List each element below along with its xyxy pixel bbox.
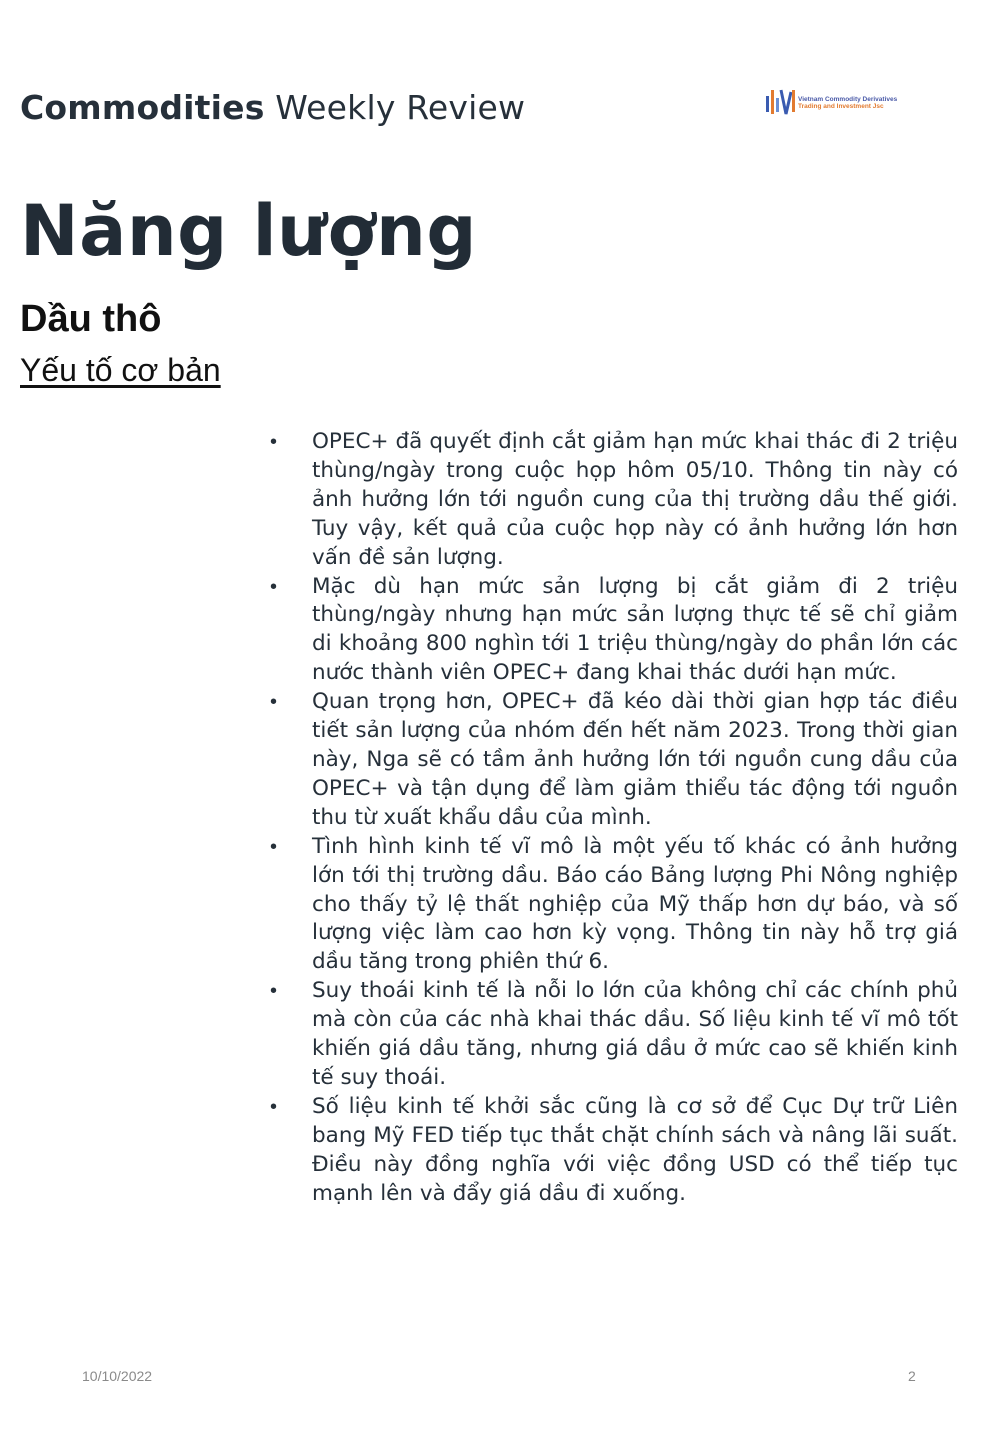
- bullet-item: [270, 428, 958, 573]
- bullet-item: [270, 977, 958, 1093]
- bullet-item: [270, 1093, 958, 1209]
- commodity-title: Dầu thô: [20, 298, 162, 340]
- bullet-item: [270, 688, 958, 833]
- report-title-bold: Commodities: [20, 88, 265, 127]
- logo-line-2: Trading and Investment Jsc: [798, 103, 884, 110]
- bullet-dot-icon: •: [270, 835, 278, 858]
- report-title: [20, 88, 525, 127]
- page-number: 2: [908, 1368, 916, 1384]
- bullet-text: Số liệu kinh tế khởi sắc cũng là cơ sở để Cục Dự trữ Liên bang Mỹ FED tiếp tục thắt chặt chính sách và nâng lãi suất. Điều này đồng nghĩa với việc đồng USD có thể tiếp tục mạnh lên và đẩy giá dầu đi xuống.: [312, 1093, 958, 1206]
- bullet-dot-icon: •: [270, 431, 278, 453]
- bullet-text: OPEC+ đã quyết định cắt giảm hạn mức khai thác đi 2 triệu thùng/ngày trong cuộc họp hôm 05/10. Thông tin này có ảnh hưởng lớn tới nguồn cung của thị trường dầu thế giới. Tuy vậy, kết quả của cuộc họp này có ảnh hưởng lớn hơn vấn đề sản lượng.: [312, 429, 958, 570]
- bullet-text: Suy thoái kinh tế là nỗi lo lớn của không chỉ các chính phủ mà còn của các nhà khai thác dầu. Số liệu kinh tế vĩ mô tốt khiến giá dầu tăng, nhưng giá dầu ở mức cao sẽ khiến kinh tế suy thoái.: [312, 978, 958, 1090]
- logo-mark-icon: [764, 86, 798, 120]
- section-title: Năng lượng: [20, 190, 477, 272]
- company-logo: [764, 86, 924, 122]
- bullet-item: [270, 833, 958, 978]
- bullet-list: [270, 428, 958, 1208]
- bullet-dot-icon: •: [270, 691, 278, 714]
- bullet-dot-icon: •: [270, 1095, 278, 1118]
- footer-date: 10/10/2022: [82, 1368, 153, 1384]
- bullet-text: Tình hình kinh tế vĩ mô là một yếu tố khác có ảnh hưởng lớn tới thị trường dầu. Báo cáo Bảng lượng Phi Nông nghiệp cho thấy tỷ lệ thất nghiệp của Mỹ thấp hơn dự báo, và số lượng việc làm cao hơn kỳ vọng. Thông tin này hỗ trợ giá dầu tăng trong phiên thứ 6.: [312, 833, 958, 975]
- bullet-item: [270, 573, 958, 689]
- bullet-dot-icon: •: [270, 980, 278, 1003]
- fundamentals-heading: Yếu tố cơ bản: [20, 352, 221, 388]
- bullet-text: Mặc dù hạn mức sản lượng bị cắt giảm đi 2 triệu thùng/ngày nhưng hạn mức sản lượng thực tế sẽ chỉ giảm di khoảng 800 nghìn tới 1 triệu thùng/ngày do phần lớn các nước thành viên OPEC+ đang khai thác dưới hạn mức.: [312, 573, 958, 686]
- bullet-text: Quan trọng hơn, OPEC+ đã kéo dài thời gian hợp tác điều tiết sản lượng của nhóm đến hết năm 2023. Trong thời gian này, Nga sẽ có tầm ảnh hưởng lớn tới nguồn cung dầu của OPEC+ và tận dụng để làm giảm thiểu tác động tới nguồn thu từ xuất khẩu dầu của mình.: [312, 689, 958, 830]
- bullet-dot-icon: •: [270, 575, 278, 598]
- logo-text: [798, 96, 897, 110]
- report-title-rest: Weekly Review: [264, 88, 526, 127]
- logo-line-1: Vietnam Commodity Derivatives: [798, 96, 898, 103]
